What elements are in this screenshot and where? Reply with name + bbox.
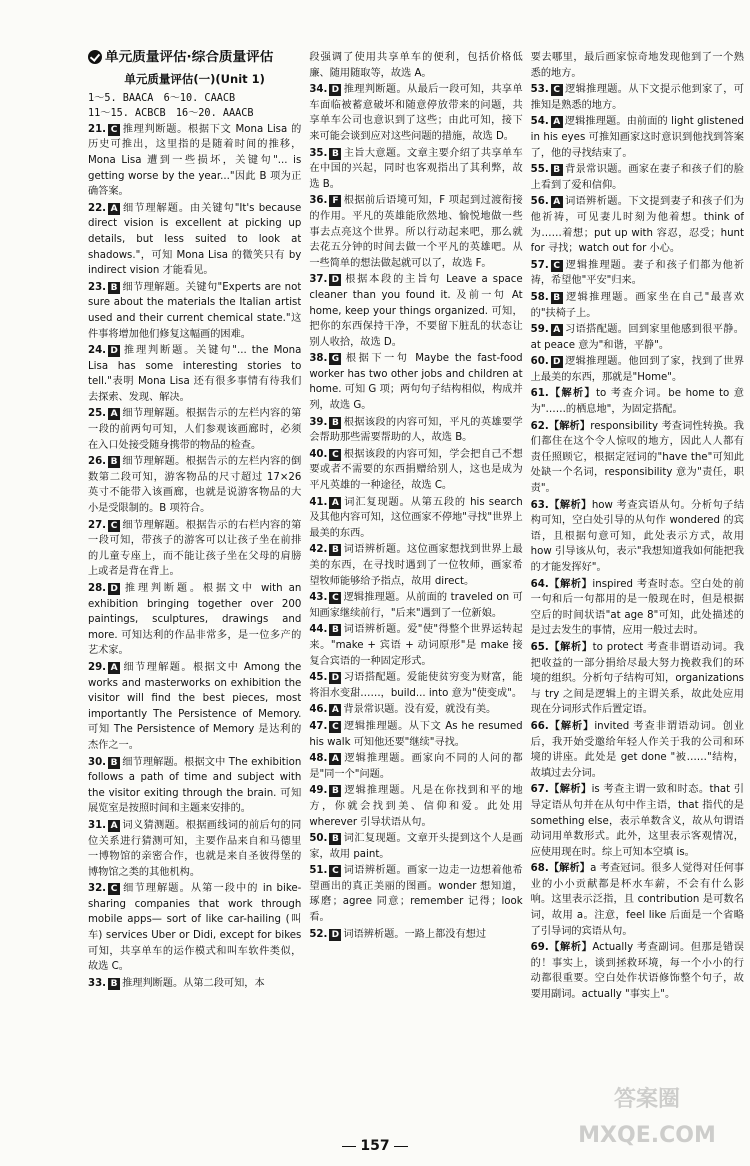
question-number: 29. <box>88 661 107 673</box>
answer-badge: A <box>551 196 563 208</box>
answer-item <box>309 783 522 830</box>
explanation-text: 逻辑推理题。妻子和孩子们都为他祈祷，希望他"平安"归来。 <box>530 259 744 287</box>
answer-item <box>88 581 301 659</box>
answer-badge: B <box>108 456 120 468</box>
answer-item <box>88 660 301 754</box>
column-2 <box>309 50 522 1105</box>
answer-badge: C <box>551 260 563 272</box>
question-number: 32. <box>88 883 107 895</box>
answer-item <box>309 193 522 271</box>
explanation-text: 细节理解题。根据告示的左栏内容的倒数第二段可知，游客物品的尺寸超过 17×26 英寸不能带入该画廊，也就是说游客物品的大小是受限制的。B 项符合。 <box>88 456 302 515</box>
analysis-tag: 【解析】 <box>548 499 592 511</box>
answer-item <box>88 122 301 200</box>
explanation-text: responsibility 考查词性转换。我们都住在这个令人惊叹的地方，因此人人都有责任照顾它，根据定冠词的"have the"可知此处缺一个名词，responsibility 意为"责任，职责"。 <box>530 420 744 495</box>
answer-item <box>531 322 744 353</box>
answer-item <box>309 702 522 718</box>
answer-badge: B <box>329 833 341 845</box>
explanation-text: 细节理解题。根据文中 The exhibition follows a path of time and subject with the visitor exiting through the brain. 可知展览室是按照时间和主题来安排的。 <box>88 756 302 815</box>
answer-item <box>309 590 522 621</box>
question-number: 69. <box>530 942 549 954</box>
explanation-text: 推理判断题。关键句"... the Mona Lisa has some interesting stories to tell."表明 Mona Lisa 还有很多事情有待我们去探索、发现、解决。 <box>88 345 302 403</box>
question-number: 54. <box>530 116 549 128</box>
answer-badge: A <box>329 753 341 765</box>
answer-item <box>531 577 744 639</box>
question-number: 21. <box>88 123 107 135</box>
explanation-text: 词语辨析题。爱"使"得整个世界运转起来。"make + 宾语 + 动词原形"是 make 接复合宾语的一种固定形式。 <box>309 624 523 667</box>
explanation-text: 细节理解题。根据告示的左栏内容的第一段的前两句可知，人们参观该画廊时，必须在入口处接受随身携带的物品的检查。 <box>88 408 302 451</box>
explanation-text: 逻辑推理题。画家坐在自己"最喜欢的"扶椅子上。 <box>530 291 744 319</box>
answer-badge: B <box>551 292 563 304</box>
answer-badge: A <box>551 116 563 128</box>
explanation-text: 细节理解题。从第一段中的 in bike-sharing companies that work through mobile apps— sort of like car-hailing (叫车) services Uber or Didi, except for bikes 可知，共享单车的运作模式和叫车软件类似，故选 C。 <box>88 883 302 973</box>
answer-item <box>531 162 744 193</box>
answer-badge: D <box>108 345 120 357</box>
explanation-text: 词语辨析题。这位画家想找到世界上最美的东西，在寻找时遇到了一位牧师，画家希望牧师能够给予指点，故用 direct。 <box>309 544 523 587</box>
question-number: 33. <box>88 977 107 989</box>
explanation-text: 细节理解题。由关键句"It's because direct vision is excellent at picking up details, but less suited to look at shadows."，可知 Mona Lisa 的微笑只有 by indirect vision 才能看见。 <box>88 202 302 277</box>
explanation-text: 要去哪里，最后画家惊奇地发现他到了一个熟悉的地方。 <box>530 52 744 79</box>
answer-item <box>309 82 522 144</box>
question-number: 48. <box>309 753 328 765</box>
answer-badge: A <box>108 203 120 215</box>
answer-item <box>88 518 301 580</box>
answer-item <box>309 272 522 350</box>
explanation-text: 逻辑推理题。由前面的 light glistened in his eyes 可推知画家这时意识到他找到答案了，他的寻找结束了。 <box>530 116 744 159</box>
answer-item <box>531 386 744 417</box>
explanation-text: 根据前后语境可知，F 项起到过渡衔接的作用。平凡的英雄能欣然地、愉悦地做一些事去点亮这个世界。所以行动起来吧，那么就去花五分钟的时间去做一个平凡的英雄吧。从一些简单的想法做起就可以了，故选 F。 <box>309 195 523 269</box>
answer-item <box>88 818 301 880</box>
answer-item <box>531 498 744 576</box>
explanation-text: 推理判断题。从第二段可知，本 <box>122 977 265 989</box>
answer-badge: C <box>329 865 341 877</box>
analysis-tag: 【解析】 <box>548 863 591 875</box>
answer-item <box>309 146 522 193</box>
answer-badge: A <box>108 408 120 420</box>
explanation-text: 根据该段的内容可知，学会把自己不想要或者不需要的东西捐赠给别人，这也是成为平凡英雄的一种途径，故选 C。 <box>309 448 523 492</box>
explanation-text: 逻辑推理题。画家向不同的人问的都是"同一个"问题。 <box>309 753 523 780</box>
question-number: 28. <box>88 583 107 594</box>
question-number: 36. <box>309 195 328 207</box>
answer-badge: B <box>329 417 341 429</box>
question-number: 52. <box>309 928 328 940</box>
explanation-text: 推理判断题。从最后一段可知，共享单车面临被蓄意破坏和随意停放带来的问题，共享单车公司也意识到了这些；由此可知，接下来可能会谈到应对这些问题的措施，故选 D。 <box>309 84 523 142</box>
dash-left <box>342 1146 356 1147</box>
answer-item <box>88 976 301 992</box>
analysis-tag: 【解析】 <box>548 641 593 653</box>
question-number: 65. <box>530 641 549 653</box>
explanation-text: 段强调了使用共享单车的便利，包括价格低廉、随用随取等，故选 A。 <box>309 52 523 79</box>
answer-item <box>531 290 744 321</box>
answer-item <box>309 447 522 494</box>
answer-item <box>309 831 522 862</box>
explanation-text: 词汇复现题。文章开头提到这个人是画家，故用 paint。 <box>309 833 523 860</box>
answer-item <box>309 927 522 943</box>
answer-item <box>531 258 744 289</box>
answer-item <box>88 881 301 975</box>
answer-item <box>531 354 744 385</box>
explanation-text: to 考查介词。be home to 意为"……的栖息地"，为固定搭配。 <box>530 388 744 416</box>
analysis-tag: 【解析】 <box>548 420 591 432</box>
analysis-tag: 【解析】 <box>548 720 595 732</box>
explanation-text: 逻辑推理题。凡是在你找到和平的地方，你就会找到美、信仰和爱。此处用 wherever 引导状语从句。 <box>309 785 523 828</box>
check-badge-icon <box>88 50 102 64</box>
question-number: 66. <box>530 720 549 732</box>
question-number: 53. <box>530 84 549 96</box>
answer-badge: B <box>108 978 120 990</box>
question-number: 30. <box>88 756 107 768</box>
explanation-text: 词义猜测题。根据画线词的前后句的同位关系进行猜测可知，主要作品来自和马德里一博物馆的亲密合作，也就是来自圣彼得堡的博物馆之类的其他机构。 <box>88 819 302 878</box>
answer-badge: C <box>329 721 341 733</box>
answer-badge: D <box>329 274 341 286</box>
answer-item <box>309 351 522 413</box>
answer-key-line-1: 1～5. BAACA 6～10. CAACB <box>88 92 236 104</box>
explanation-text: Actually 考查副词。但那是错误的！事实上，谈到拯救环境，每一个小小的行动都很重要。空白处作状语修饰整个句子，故要用副词。actually "事实上"。 <box>530 942 744 1001</box>
explanation-text: 根据本段的主旨句 Leave a space cleaner than you found it. 及前一句 At home, keep your things organized. 可知，把你的东西保持干净，不要留下脏乱的状态让别人收拾，故选 D。 <box>309 274 523 348</box>
question-number: 64. <box>530 578 549 590</box>
explanation-text: is 考查主谓一致和时态。that 引导定语从句并在从句中作主语，that 指代的是 something else，表示单数含义，故从句谓语动词用单数形式。此外，这里表示客观情况，应使用现在时。综上可知本空填 is。 <box>530 784 744 858</box>
question-number: 37. <box>309 274 328 286</box>
question-number: 55. <box>530 164 549 176</box>
question-number: 23. <box>88 281 107 293</box>
question-number: 45. <box>309 672 328 684</box>
answer-item <box>309 670 522 701</box>
answer-badge: A <box>329 497 341 509</box>
question-number: 63. <box>530 499 549 511</box>
question-number: 27. <box>88 519 107 531</box>
question-number: 34. <box>309 84 328 96</box>
answer-badge: D <box>329 84 341 96</box>
answer-item <box>531 719 744 781</box>
explanation-text: 主旨大意题。文章主要介绍了共享单车在中国的兴起，同时也客观指出了其利弊，故选 B。 <box>309 147 523 190</box>
answer-badge: C <box>108 124 120 136</box>
answer-badge: G <box>329 353 341 365</box>
column-1 <box>88 50 301 1105</box>
analysis-tag: 【解析】 <box>548 942 593 954</box>
question-number: 39. <box>309 416 328 428</box>
answer-badge: A <box>108 820 120 832</box>
answer-badge: B <box>108 282 120 294</box>
explanation-text: 词语辨析题。画家一边走一边想着他希望画出的真正美丽的图画。wonder 想知道，琢磨；agree 同意；remember 记得；look 看。 <box>309 865 523 924</box>
explanation-text: 词汇复现题。从第五段的 his search 及其他内容可知，这位画家不停地"寻找"世界上最美的东西。 <box>309 496 523 539</box>
answer-item <box>309 542 522 589</box>
analysis-tag: 【解析】 <box>548 578 593 590</box>
answer-badge: C <box>551 84 563 96</box>
explanation-text: 词语辨析题。下文提到妻子和孩子们为他祈祷，可见妻儿时刻为他着想。think of 为……着想；put up with 容忍，忍受；hunt for 寻找；watch out for 小心。 <box>530 196 744 255</box>
answer-badge: A <box>329 704 341 716</box>
explanation-text: 习语搭配题。回到家里他感到很平静。at peace 意为"和谐，平静"。 <box>530 324 744 351</box>
question-number: 44. <box>309 624 328 636</box>
explanation-text: 逻辑推理题。从前面的 traveled on 可知画家继续前行，"后来"遇到了一位新娘。 <box>309 592 523 619</box>
analysis-tag: 【解析】 <box>548 784 592 796</box>
answer-item <box>531 782 744 860</box>
answer-badge: C <box>108 520 120 532</box>
answer-item <box>88 201 301 279</box>
section-title: 单元质量评估·综合质量评估 <box>88 50 301 66</box>
column-3 <box>531 50 744 1105</box>
question-number: 61. <box>530 388 549 400</box>
explanation-text: 细节理解题。根据文中 Among the works and masterworks on exhibition the visitor will find the best pieces, most importantly The Persistence of Memory. 可知 The Persistence of Memory 是达利的杰作之一。 <box>88 661 302 751</box>
answer-item <box>531 940 744 1002</box>
dash-right <box>394 1146 408 1147</box>
answer-badge: D <box>551 356 563 368</box>
answer-item <box>531 861 744 939</box>
question-number: 68. <box>530 863 549 875</box>
explanation-text: how 考查宾语从句。分析句子结构可知，空白处引导的从句作 wondered 的宾语，且根据句意可知，此处表示方式，故用 how 引导该从句，表示"我想知道我如何能把我的才能发挥好"。 <box>530 499 744 573</box>
answer-badge: A <box>108 662 120 674</box>
explanation-text: 根据该段的内容可知，平凡的英雄要学会帮助那些需要帮助的人，故选 B。 <box>309 416 523 444</box>
question-number: 24. <box>88 345 107 357</box>
question-number: 57. <box>530 259 549 271</box>
explanation-text: inspired 考查时态。空白处的前一句和后一句都用的是一般现在时，但是根据空后的时间状语"at age 8"可知，此处描述的是过去发生的事情，应用一般过去时。 <box>530 578 744 637</box>
question-number: 59. <box>530 324 549 336</box>
explanation-text: 背景常识题。画家在妻子和孩子们的脸上看到了爱和信仰。 <box>530 164 744 191</box>
answer-item <box>531 640 744 718</box>
answer-badge: D <box>329 672 341 684</box>
answer-badge: B <box>329 148 341 160</box>
explanation-text: invited 考查非谓语动词。创业后，我开始受邀给年轻人作关于我的公司和环境的讲座。此处是 get done "被……"结构，故填过去分词。 <box>530 720 744 779</box>
watermark-logo: 答案圈 MXQE.COM <box>578 1087 716 1148</box>
question-number: 56. <box>530 196 549 208</box>
answer-badge: D <box>329 929 341 941</box>
analysis-tag: 【解析】 <box>548 388 597 400</box>
answer-item <box>88 755 301 817</box>
explanation-text: 逻辑推理题。他回到了家，找到了世界上最美的东西，那就是"Home"。 <box>530 356 744 383</box>
explanation-text: 推理判断题。根据文中 with an exhibition bringing together over 200 paintings, sculptures, drawings and more. 可知达利的作品非常多，是一位多产的艺术家。 <box>88 583 302 657</box>
explanation-text: 词语辨析题。一路上都没有想过 <box>343 928 487 940</box>
explanation-text: 逻辑推理题。从下文提示他到家了，可推知是熟悉的地方。 <box>530 84 744 111</box>
answer-badge: B <box>551 164 563 176</box>
column-2-items <box>309 50 522 942</box>
column-3-items <box>531 50 744 1003</box>
question-number: 46. <box>309 704 328 716</box>
answer-item <box>309 50 522 81</box>
answer-item <box>531 194 744 256</box>
answer-item <box>88 343 301 405</box>
question-number: 49. <box>309 785 328 797</box>
answer-item <box>309 751 522 782</box>
answer-item <box>88 406 301 453</box>
question-number: 22. <box>88 202 107 214</box>
explanation-text: 逻辑推理题。从下文 As he resumed his walk 可知他还要"继续"寻找。 <box>309 720 523 748</box>
answer-item <box>88 280 301 342</box>
question-number: 62. <box>530 420 549 432</box>
answer-item <box>309 415 522 446</box>
explanation-text: 细节理解题。关键句"Experts are not sure about the materials the Italian artist used and their current chemical state."这件事将增加他们修复这幅画的困难。 <box>88 281 302 340</box>
answer-page <box>88 50 744 1105</box>
answer-key-line-2: 11～15. ACBCB 16～20. AAACB <box>88 108 254 120</box>
explanation-text: a 考查冠词。很多人觉得对任何事业的小小贡献都是杯水车薪，不会有什么影响。这里表示泛指，且 contribution 是可数名词，故用 a。注意，feel like 后面是一个省略了引导词的宾语从句。 <box>530 863 744 937</box>
answer-badge: F <box>329 195 341 207</box>
answer-badge: B <box>329 544 341 556</box>
answer-badge: B <box>329 624 341 636</box>
column-1-items <box>88 122 301 992</box>
answer-item <box>531 419 744 497</box>
explanation-text: 背景常识题。没有爱，就没有美。 <box>343 704 497 716</box>
question-number: 67. <box>530 784 549 796</box>
question-number: 50. <box>309 833 328 845</box>
answer-item <box>531 82 744 113</box>
answer-item <box>309 495 522 542</box>
answer-badge: B <box>108 757 120 769</box>
answer-badge: C <box>329 449 341 461</box>
question-number: 31. <box>88 819 107 831</box>
page-number: 157 <box>0 1138 750 1154</box>
question-number: 58. <box>530 291 549 303</box>
question-number: 35. <box>309 147 328 159</box>
answer-item <box>309 622 522 669</box>
answer-badge: B <box>329 785 341 797</box>
question-number: 51. <box>309 865 328 877</box>
unit-subtitle: 单元质量评估(一)(Unit 1) <box>124 72 265 86</box>
question-number: 60. <box>530 356 549 368</box>
question-number: 25. <box>88 408 107 420</box>
answer-badge: C <box>108 883 120 895</box>
answer-badge: C <box>329 592 341 604</box>
question-number: 43. <box>309 592 328 604</box>
question-number: 26. <box>88 456 107 468</box>
answer-badge: A <box>551 324 563 336</box>
question-number: 42. <box>309 544 328 556</box>
answer-item <box>88 454 301 516</box>
answer-item <box>531 114 744 161</box>
explanation-text: to protect 考查非谓语动词。我把收益的一部分捐给尽最大努力挽救我们的环境的组织。分析句子结构可知，organizations 与 try 之间是逻辑上的主谓关系，故此处应用现在分词形式作后置定语。 <box>530 641 744 716</box>
answer-item <box>309 719 522 750</box>
question-number: 41. <box>309 496 328 508</box>
explanation-text: 细节理解题。根据告示的右栏内容的第一段可知，带孩子的游客可以让孩子坐在前排的儿童专座上，而不能让孩子坐在父母的肩膀上或者是背在背上。 <box>88 519 302 578</box>
explanation-text: 推理判断题。根据下文 Mona Lisa 的历史可推出，这里指的是随着时间的推移，Mona Lisa 遭到一些损坏，关键句"... is getting worse by the year..."因此 B 项为正确答案。 <box>88 123 302 198</box>
explanation-text: 习语搭配题。爱能使贫穷变为财富，能将泪水变甜……，build... into 意为"使变成"。 <box>309 672 523 699</box>
question-number: 47. <box>309 720 328 732</box>
question-number: 38. <box>309 353 328 365</box>
explanation-text: 根据下一句 Maybe the fast-food worker has two other jobs and children at home. 可知 G 项；两句句子结构相似，构成并列，故选 G。 <box>309 353 523 412</box>
answer-badge: D <box>108 583 120 595</box>
question-number: 40. <box>309 448 328 460</box>
answer-item <box>531 50 744 81</box>
answer-item <box>309 863 522 925</box>
